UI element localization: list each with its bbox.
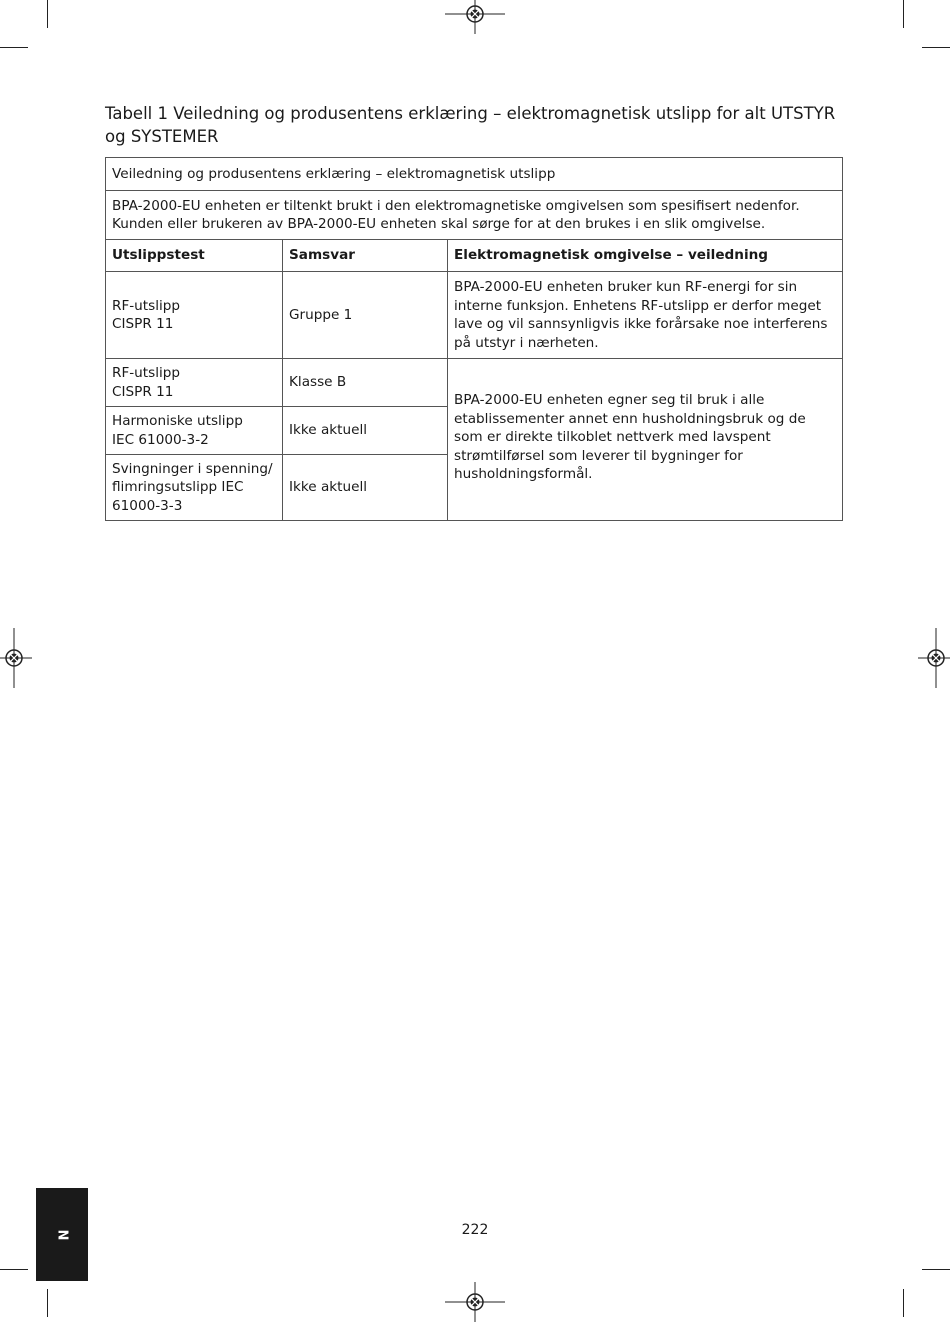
compliance-cell: Gruppe 1 bbox=[283, 272, 448, 359]
registration-mark-icon bbox=[910, 628, 950, 688]
compliance-cell: Klasse B bbox=[283, 359, 448, 407]
compliance-cell: Ikke aktuell bbox=[283, 407, 448, 455]
language-side-tab-label: N bbox=[54, 1229, 70, 1240]
column-header-row bbox=[106, 240, 843, 272]
compliance-cell: Ikke aktuell bbox=[283, 455, 448, 521]
table-intro bbox=[106, 191, 843, 240]
registration-mark-icon bbox=[0, 628, 40, 688]
crop-mark bbox=[0, 47, 28, 48]
guidance-cell: BPA-2000-EU enheten bruker kun RF-energi for sin interne funksjon. Enhetens RF-utslipp er derfor meget lave og vil sannsynligvis ikke forårsake noe interferens på utstyr i nærheten. bbox=[448, 272, 843, 359]
crop-mark bbox=[903, 0, 904, 28]
registration-mark-icon bbox=[445, 0, 505, 34]
shared-guidance-cell: BPA-2000-EU enheten egner seg til bruk i alle etablissementer annet enn husholdningsbruk og de som er direkte tilkoblet nettverk med lavspent strømtilførsel som leverer til bygninger for husholdningsformål. bbox=[448, 359, 843, 521]
emission-test-line: 61000-3-3 bbox=[112, 497, 183, 514]
intro-line: Kunden eller brukeren av BPA-2000-EU enheten skal sørge for at den brukes i en slik omgivelse. bbox=[112, 216, 766, 232]
crop-mark bbox=[0, 1269, 28, 1270]
page-number: 222 bbox=[461, 1222, 489, 1238]
table-row bbox=[106, 272, 843, 359]
crop-mark bbox=[903, 1289, 904, 1317]
table-header-title: Veiledning og produsentens erklæring – elektromagnetisk utslipp bbox=[106, 158, 843, 191]
emission-test-line: flimringsutslipp IEC bbox=[112, 479, 244, 496]
emission-test-cell bbox=[106, 359, 283, 407]
language-side-tab bbox=[36, 1188, 88, 1281]
emission-test-line: RF-utslipp bbox=[112, 365, 181, 381]
emission-table bbox=[105, 157, 843, 521]
table-caption-row bbox=[106, 158, 843, 191]
crop-mark bbox=[922, 1269, 950, 1270]
crop-mark bbox=[922, 47, 950, 48]
crop-mark bbox=[47, 1289, 48, 1317]
emission-test-cell bbox=[106, 272, 283, 359]
emission-test-line: Svingninger i spenning/ bbox=[112, 460, 273, 477]
column-header-test: Utslippstest bbox=[106, 240, 283, 272]
crop-mark bbox=[47, 0, 48, 28]
column-header-guidance: Elektromagnetisk omgivelse – veiledning bbox=[448, 240, 843, 272]
emission-test-line: RF-utslipp bbox=[112, 297, 181, 314]
table-intro-row bbox=[106, 191, 843, 240]
table-title: Tabell 1 Veiledning og produsentens erklæring – elektromagnetisk utslipp for alt UTSTYR og SYSTEMER bbox=[105, 104, 836, 146]
emission-test-line: CISPR 11 bbox=[112, 383, 174, 400]
emission-test-line: IEC 61000-3-2 bbox=[112, 431, 209, 448]
column-header-compliance: Samsvar bbox=[283, 240, 448, 272]
intro-line: BPA-2000-EU enheten er tiltenkt brukt i den elektromagnetiske omgivelsen som spesifisert nedenfor. bbox=[112, 197, 800, 214]
table-row bbox=[106, 359, 843, 407]
emission-test-line: CISPR 11 bbox=[112, 316, 174, 332]
emission-test-line: Harmoniske utslipp bbox=[112, 413, 243, 429]
emission-test-cell bbox=[106, 407, 283, 455]
registration-mark-icon bbox=[445, 1282, 505, 1322]
emission-test-cell bbox=[106, 455, 283, 521]
